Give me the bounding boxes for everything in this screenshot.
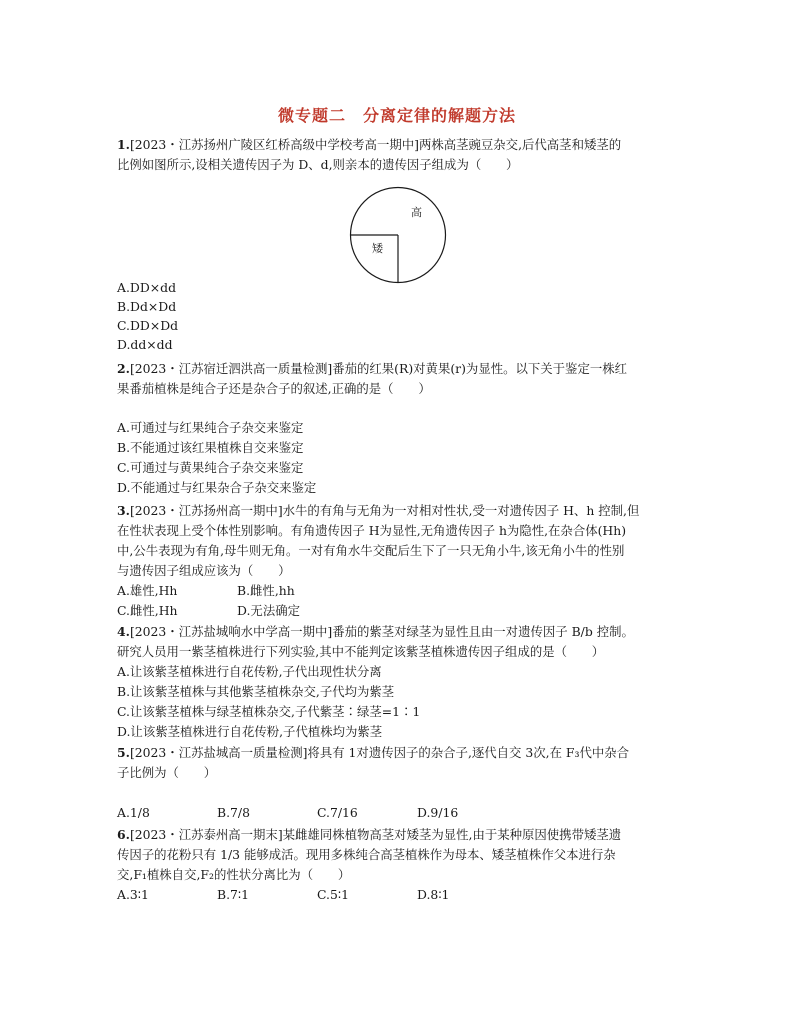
question-number: 4. [117, 624, 130, 639]
question-2-line-2: 果番茄植株是纯合子还是杂合子的叙述,正确的是（ ） [117, 381, 431, 396]
question-1-option-c: C.DD×Dd [117, 318, 179, 333]
question-6-options-row [117, 885, 517, 904]
question-5-option-a: A.1/8 [117, 805, 150, 820]
question-4-line-1 [117, 622, 634, 641]
question-4-option-a: A.让该紫茎植株进行自花传粉,子代出现性状分离 [117, 664, 382, 679]
question-2-option-c: C.可通过与黄果纯合子杂交来鉴定 [117, 460, 304, 475]
page-title: 微专题二 分离定律的解题方法 [277, 106, 516, 125]
question-3-line-3: 中,公牛表现为有角,母牛则无角。一对有角水牛交配后生下了一只无角小牛,该无角小牛的性别 [117, 543, 625, 558]
question-3-options-row-2 [117, 601, 357, 620]
question-5-line-2: 子比例为（ ） [117, 765, 217, 780]
question-4-option-b: B.让该紫茎植株与其他紫茎植株杂交,子代均为紫茎 [117, 684, 395, 699]
question-6-option-d: D.8∶1 [417, 887, 450, 902]
question-text: [2023・江苏宿迁泗洪高一质量检测]番茄的红果(R)对黄果(r)为显性。以下关于鉴定一株红 [129, 361, 628, 376]
question-number: 5. [117, 745, 130, 760]
question-6-line-3: 交,F₁植株自交,F₂的性状分离比为（ ） [117, 867, 351, 882]
question-text: [2023・江苏盐城高一质量检测]将具有 1对遗传因子的杂合子,逐代自交 3次,在 F₃代中杂合 [129, 745, 630, 760]
pie-chart-figure [349, 186, 447, 284]
question-2-option-a: A.可通过与红果纯合子杂交来鉴定 [117, 420, 304, 435]
question-3-option-a: A.雄性,Hh [117, 583, 178, 598]
question-3-line-4: 与遗传因子组成应该为（ ） [117, 563, 291, 578]
question-3-line-1 [117, 501, 639, 520]
question-6-option-b: B.7∶1 [217, 887, 250, 902]
question-2-line-1 [117, 359, 627, 378]
question-2-option-d: D.不能通过与红果杂合子杂交来鉴定 [117, 480, 317, 495]
question-4-line-2: 研究人员用一紫茎植株进行下列实验,其中不能判定该紫茎植株遗传因子组成的是（ ） [117, 644, 605, 659]
question-5-option-c: C.7/16 [317, 805, 358, 820]
question-6-line-1 [117, 825, 621, 844]
question-3-option-c: C.雌性,Hh [117, 603, 178, 618]
question-3-line-2: 在性状表现上受个体性别影响。有角遗传因子 H为显性,无角遗传因子 h为隐性,在杂合体(Hh) [117, 523, 627, 538]
pie-label-tall: 高 [411, 206, 422, 219]
question-1-option-b: B.Dd×Dd [117, 299, 177, 314]
question-number: 1. [117, 137, 130, 152]
question-6-option-c: C.5∶1 [317, 887, 349, 902]
question-6-line-2: 传因子的花粉只有 1/3 能够成活。现用多株纯合高茎植株作为母本、矮茎植株作父本进行杂 [117, 847, 616, 862]
question-text: [2023・江苏泰州高一期末]某雌雄同株植物高茎对矮茎为显性,由于某种原因使携带矮茎遗 [129, 827, 622, 842]
question-text: [2023・江苏盐城响水中学高一期中]番茄的紫茎对绿茎为显性且由一对遗传因子 B/b 控制。 [129, 624, 634, 639]
pie-label-short: 矮 [372, 242, 383, 255]
question-1-line-2: 比例如图所示,设相关遗传因子为 D、d,则亲本的遗传因子组成为（ ） [117, 157, 519, 172]
question-2-option-b: B.不能通过该红果植株自交来鉴定 [117, 440, 304, 455]
question-4-option-d: D.让该紫茎植株进行自花传粉,子代植株均为紫茎 [117, 724, 383, 739]
question-number: 2. [117, 361, 130, 376]
question-5-option-d: D.9/16 [417, 805, 459, 820]
question-3-option-b: B.雌性,hh [237, 583, 295, 598]
question-3-options-row-1 [117, 581, 357, 600]
pie-chart-svg [349, 186, 447, 284]
question-5-option-b: B.7/8 [217, 805, 250, 820]
question-6-option-a: A.3∶1 [117, 887, 149, 902]
question-5-line-1 [117, 743, 629, 762]
question-number: 6. [117, 827, 130, 842]
question-1-option-a: A.DD×dd [117, 280, 177, 295]
question-text: [2023・江苏扬州高一期中]水牛的有角与无角为一对相对性状,受一对遗传因子 H、h 控制,但 [129, 503, 640, 518]
question-3-option-d: D.无法确定 [237, 603, 300, 618]
question-5-options-row [117, 803, 517, 822]
question-4-option-c: C.让该紫茎植株与绿茎植株杂交,子代紫茎∶绿茎=1∶1 [117, 704, 421, 719]
question-number: 3. [117, 503, 130, 518]
question-text: [2023・江苏扬州广陵区红桥高级中学校考高一期中]两株高茎豌豆杂交,后代高茎和矮茎的 [129, 137, 622, 152]
question-1-option-d: D.dd×dd [117, 337, 173, 352]
question-1-line-1 [117, 135, 621, 154]
